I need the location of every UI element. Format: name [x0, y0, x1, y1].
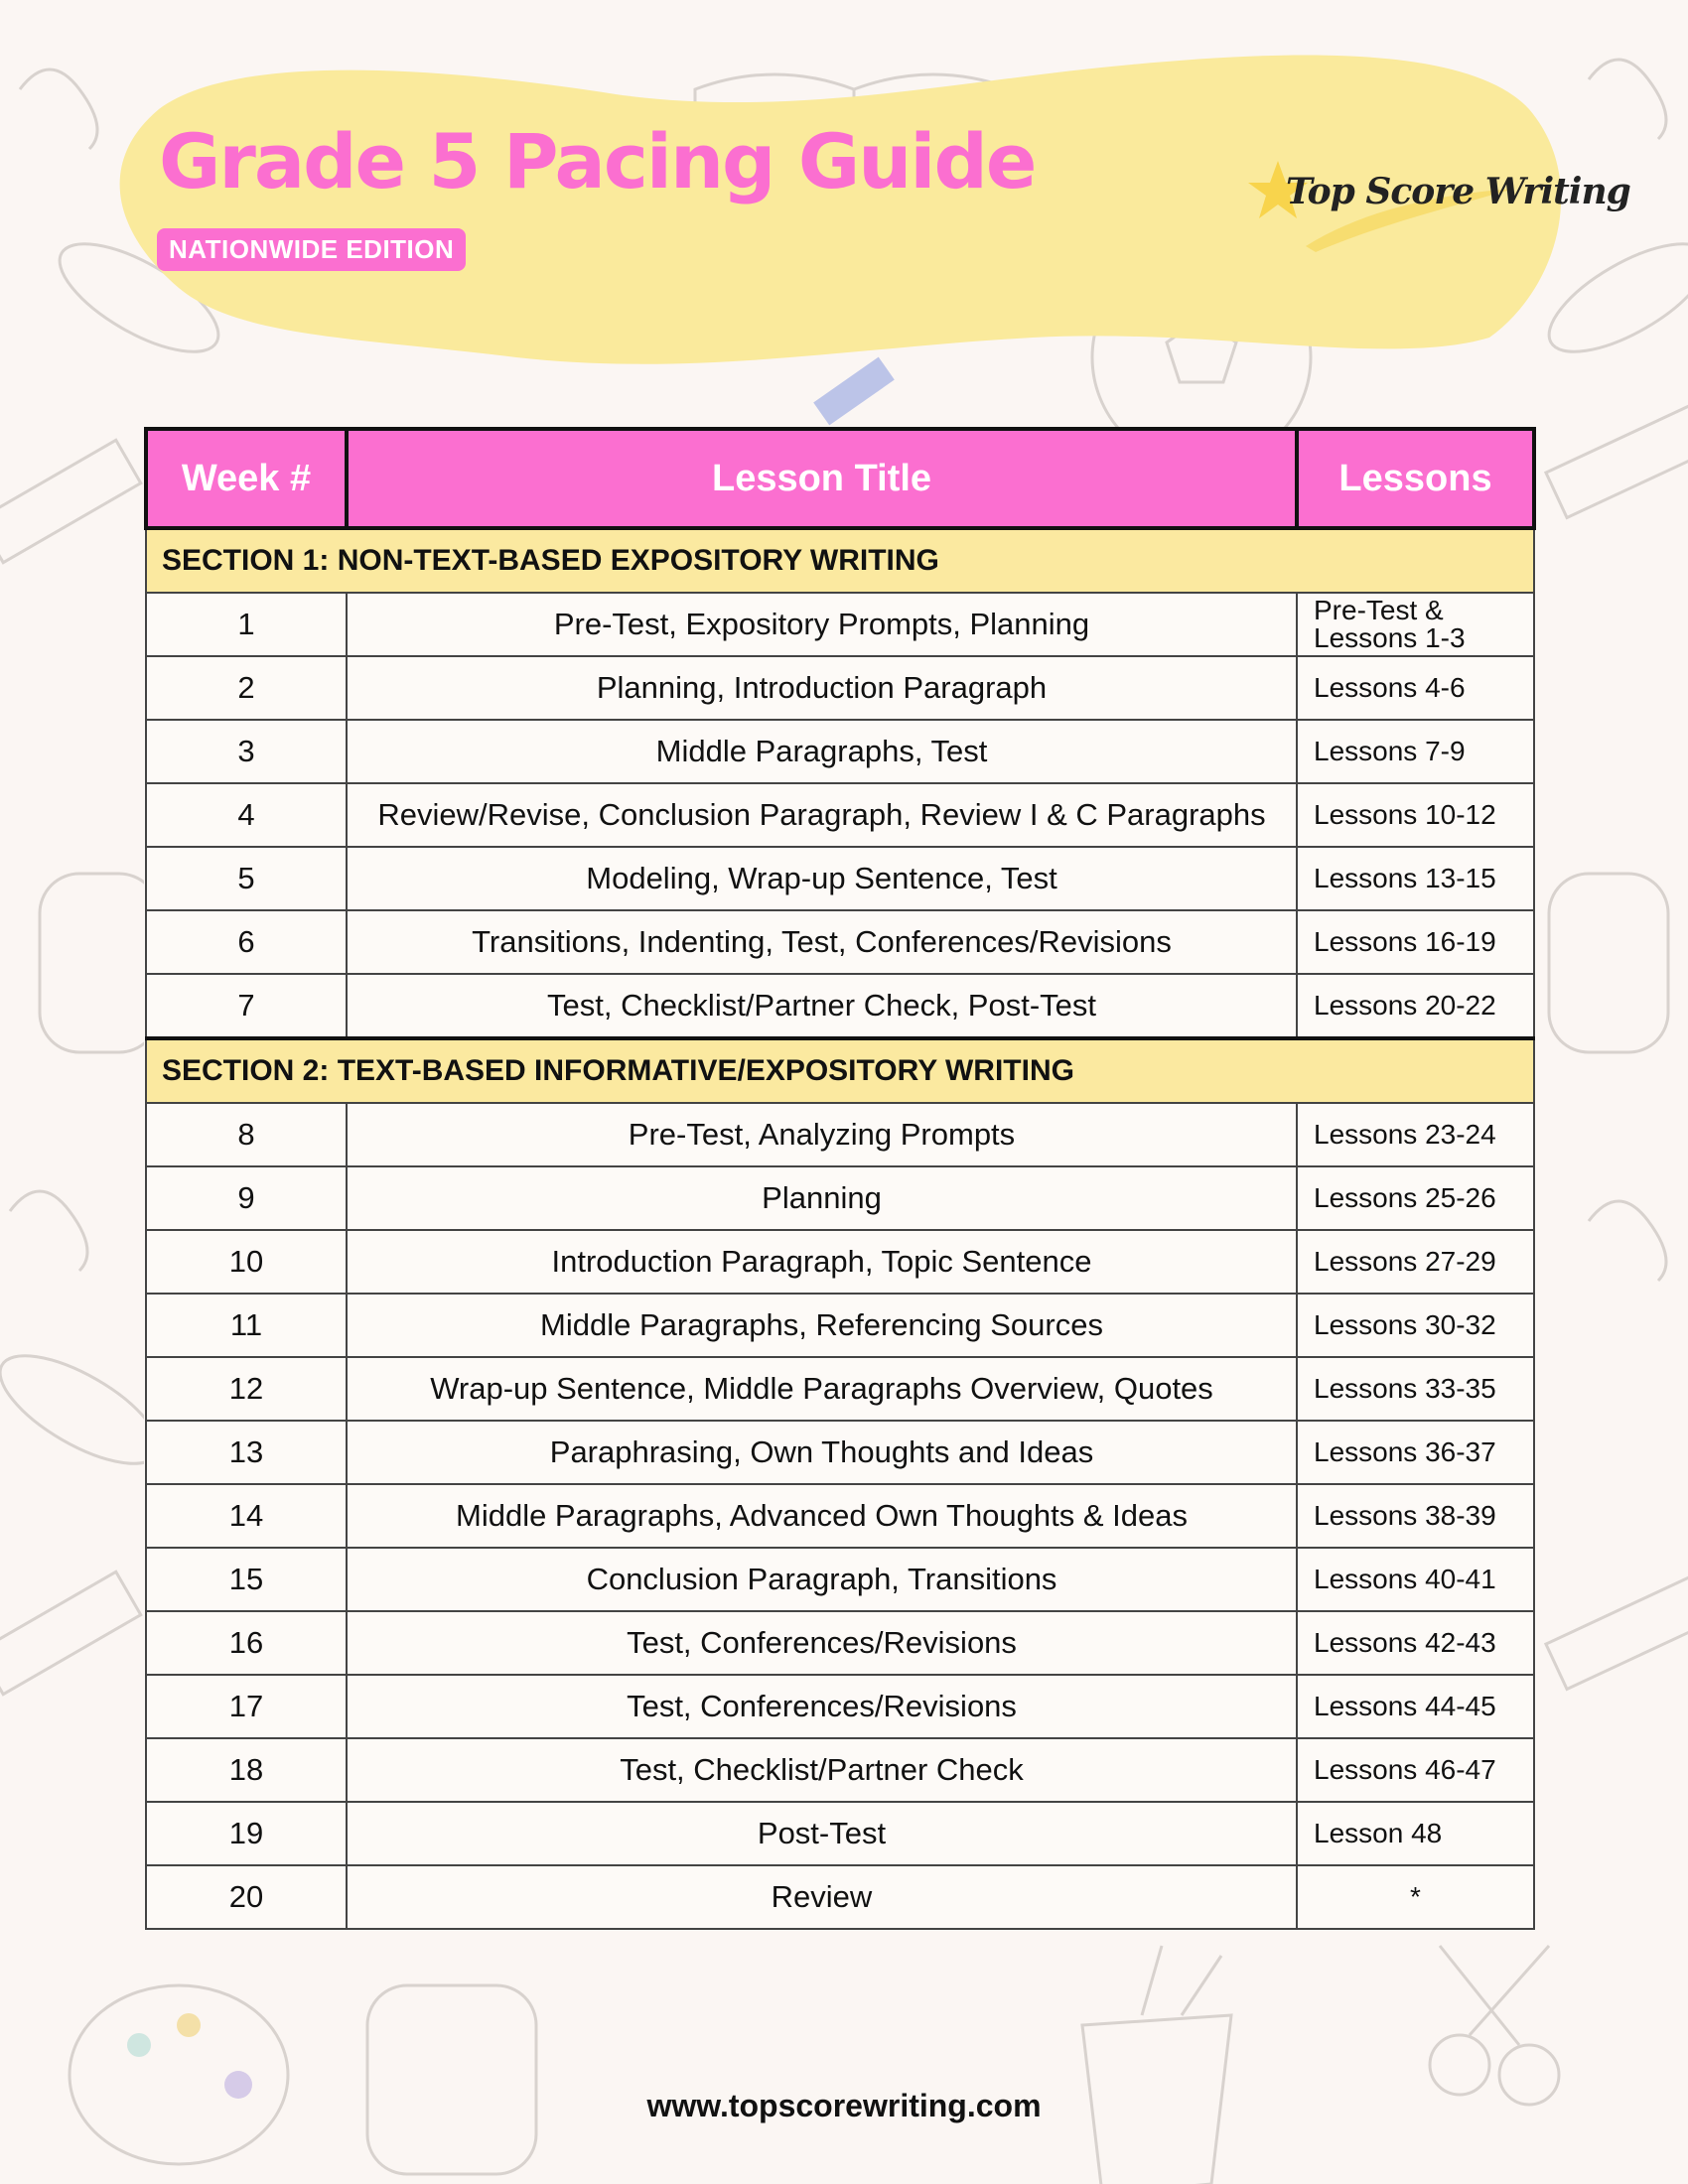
week-cell: 12: [146, 1357, 347, 1421]
lessons-cell: Lessons 27-29: [1297, 1230, 1534, 1294]
lessons-cell: Lessons 30-32: [1297, 1294, 1534, 1357]
lessons-cell: Lessons 13-15: [1297, 847, 1534, 910]
week-cell: 18: [146, 1738, 347, 1802]
lessons-cell: Lessons 38-39: [1297, 1484, 1534, 1548]
scissors-icon: [1430, 1946, 1559, 2105]
lessons-cell: Lessons 4-6: [1297, 656, 1534, 720]
section-header: [146, 1038, 1534, 1103]
pencil-cup-icon: [1082, 1946, 1231, 2184]
table-row: [146, 1357, 1534, 1421]
page-title: Grade 5 Pacing Guide: [159, 117, 1036, 205]
table-row: [146, 1166, 1534, 1230]
lesson-title-cell: Pre-Test, Analyzing Prompts: [347, 1103, 1297, 1166]
lessons-cell: Lessons 33-35: [1297, 1357, 1534, 1421]
lessons-cell: Lessons 44-45: [1297, 1675, 1534, 1738]
week-cell: 15: [146, 1548, 347, 1611]
lessons-cell: Lessons 25-26: [1297, 1166, 1534, 1230]
week-cell: 17: [146, 1675, 347, 1738]
table-row: [146, 1865, 1534, 1929]
pacing-table: [144, 427, 1536, 1930]
week-cell: 4: [146, 783, 347, 847]
header-lesson-title: Lesson Title: [347, 429, 1297, 528]
lesson-title-cell: Transitions, Indenting, Test, Conferences/Revisions: [347, 910, 1297, 974]
week-cell: 7: [146, 974, 347, 1038]
section-header: [146, 528, 1534, 593]
lessons-cell: Lessons 20-22: [1297, 974, 1534, 1038]
lesson-title-cell: Test, Conferences/Revisions: [347, 1611, 1297, 1675]
week-cell: 10: [146, 1230, 347, 1294]
table-row: [146, 720, 1534, 783]
week-cell: 8: [146, 1103, 347, 1166]
table-row: [146, 910, 1534, 974]
logo-text: Top Score Writing: [1286, 171, 1630, 212]
lesson-title-cell: Pre-Test, Expository Prompts, Planning: [347, 593, 1297, 656]
lesson-title-cell: Middle Paragraphs, Advanced Own Thoughts & Ideas: [347, 1484, 1297, 1548]
table-row: [146, 1230, 1534, 1294]
section-title: SECTION 1: NON-TEXT-BASED EXPOSITORY WRITING: [146, 528, 1534, 593]
week-cell: 13: [146, 1421, 347, 1484]
lesson-title-cell: Middle Paragraphs, Referencing Sources: [347, 1294, 1297, 1357]
lessons-cell: Lessons 23-24: [1297, 1103, 1534, 1166]
table-row: [146, 593, 1534, 656]
paint-palette-icon: [70, 1985, 288, 2164]
lessons-cell: Lessons 16-19: [1297, 910, 1534, 974]
lesson-title-cell: Test, Checklist/Partner Check: [347, 1738, 1297, 1802]
table-row: [146, 1802, 1534, 1865]
table-row: [146, 1548, 1534, 1611]
table-row: [146, 1611, 1534, 1675]
lessons-cell: *: [1297, 1865, 1534, 1929]
section-title: SECTION 2: TEXT-BASED INFORMATIVE/EXPOSITORY WRITING: [146, 1038, 1534, 1103]
lessons-cell: Lesson 48: [1297, 1802, 1534, 1865]
lesson-title-cell: Review: [347, 1865, 1297, 1929]
lessons-cell: Lessons 42-43: [1297, 1611, 1534, 1675]
week-cell: 6: [146, 910, 347, 974]
lesson-title-cell: Middle Paragraphs, Test: [347, 720, 1297, 783]
lesson-title-cell: Post-Test: [347, 1802, 1297, 1865]
lesson-title-cell: Planning, Introduction Paragraph: [347, 656, 1297, 720]
table-row: [146, 1675, 1534, 1738]
logo: [1246, 149, 1630, 258]
week-cell: 2: [146, 656, 347, 720]
header-week: Week #: [146, 429, 347, 528]
week-cell: 3: [146, 720, 347, 783]
table-row: [146, 1738, 1534, 1802]
edition-badge: NATIONWIDE EDITION: [157, 228, 466, 271]
lessons-cell: Lessons 36-37: [1297, 1421, 1534, 1484]
table-header-row: [146, 429, 1534, 528]
week-cell: 9: [146, 1166, 347, 1230]
table-row: [146, 1294, 1534, 1357]
lesson-title-cell: Wrap-up Sentence, Middle Paragraphs Overview, Quotes: [347, 1357, 1297, 1421]
lesson-title-cell: Planning: [347, 1166, 1297, 1230]
lesson-title-cell: Conclusion Paragraph, Transitions: [347, 1548, 1297, 1611]
website-link[interactable]: www.topscorewriting.com: [646, 2088, 1042, 2123]
lessons-cell: Lessons 10-12: [1297, 783, 1534, 847]
week-cell: 14: [146, 1484, 347, 1548]
lessons-cell: Pre-Test & Lessons 1-3: [1297, 593, 1534, 656]
table-row: [146, 783, 1534, 847]
lessons-cell: Lessons 46-47: [1297, 1738, 1534, 1802]
table-row: [146, 974, 1534, 1038]
table-row: [146, 1421, 1534, 1484]
lesson-title-cell: Review/Revise, Conclusion Paragraph, Review I & C Paragraphs: [347, 783, 1297, 847]
week-cell: 19: [146, 1802, 347, 1865]
table-row: [146, 1103, 1534, 1166]
lessons-cell: Lessons 40-41: [1297, 1548, 1534, 1611]
week-cell: 5: [146, 847, 347, 910]
week-cell: 1: [146, 593, 347, 656]
lesson-title-cell: Modeling, Wrap-up Sentence, Test: [347, 847, 1297, 910]
week-cell: 11: [146, 1294, 347, 1357]
table-row: [146, 847, 1534, 910]
lesson-title-cell: Test, Checklist/Partner Check, Post-Test: [347, 974, 1297, 1038]
table-row: [146, 1484, 1534, 1548]
lesson-title-cell: Paraphrasing, Own Thoughts and Ideas: [347, 1421, 1297, 1484]
lesson-title-cell: Test, Conferences/Revisions: [347, 1675, 1297, 1738]
table-row: [146, 656, 1534, 720]
header-lessons: Lessons: [1297, 429, 1534, 528]
week-cell: 20: [146, 1865, 347, 1929]
lessons-cell: Lessons 7-9: [1297, 720, 1534, 783]
lesson-title-cell: Introduction Paragraph, Topic Sentence: [347, 1230, 1297, 1294]
week-cell: 16: [146, 1611, 347, 1675]
